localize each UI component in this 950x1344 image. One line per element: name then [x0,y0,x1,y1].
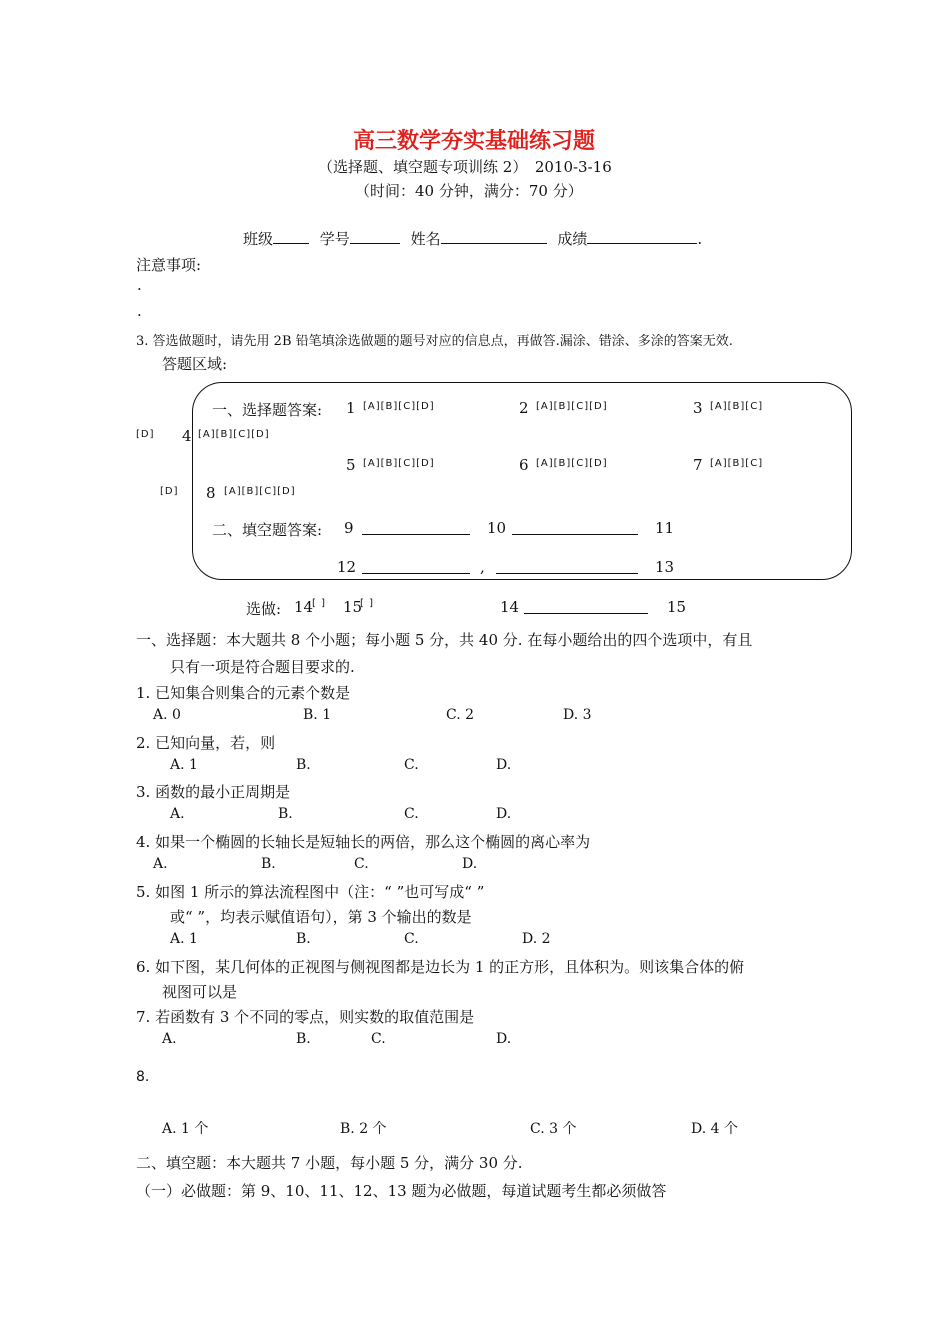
note-item-3: 3. 答选做题时，请先用 2B 铅笔填涂选做题的题号对应的信息点，再做答.漏涂、错涂、多涂的答案无效. [136,334,733,349]
q6-stem: 6. 如下图，某几何体的正视图与侧视图都是边长为 1 的正方形，且体积为。则该集合体的俯 [136,958,745,976]
elective-14-number: 14 [294,598,314,616]
page-title: 高三数学夯实基础练习题 [353,128,596,154]
q1-option-a[interactable]: A. 0 [153,707,181,723]
q10-answer-field[interactable] [512,520,638,535]
notes-label: 注意事项: [136,256,202,274]
q4-option-c[interactable]: C. [354,856,369,872]
q7-option-d[interactable]: [D] [160,486,179,497]
q5-options[interactable]: [A][B][C][D] [363,458,435,469]
q12-comma: , [480,558,485,576]
name-label: 姓名 [410,230,441,248]
q2-option-b[interactable]: B. [296,757,311,773]
elective-15-box[interactable]: [ ] [360,598,374,609]
end-mark: . [697,230,703,248]
q3-number: 3 [693,399,703,417]
q10-number: 10 [487,519,507,537]
score-field[interactable] [587,229,697,244]
q12-answer-field[interactable] [362,559,470,574]
q3-option-b[interactable]: B. [278,806,293,822]
q7-options-abc[interactable]: [A][B][C] [710,458,764,469]
q5-option-b[interactable]: B. [296,931,311,947]
q3-option-d[interactable]: [D] [136,429,155,440]
q8-number: 8 [206,484,216,502]
q4-options[interactable]: [A][B][C][D] [198,429,270,440]
choice-answer-label: 一、选择题答案: [212,401,323,419]
q7-stem: 7. 若函数有 3 个不同的零点，则实数的取值范围是 [136,1008,475,1026]
elective-answer-14-number: 14 [500,598,520,616]
q1-number: 1 [346,399,356,417]
answer-area-label: 答题区域: [162,355,228,373]
q2-options[interactable]: [A][B][C][D] [536,401,608,412]
q9-number: 9 [344,519,354,537]
subtitle: （选择题、填空题专项训练 2） 2010-3-16 [318,158,612,176]
q5-stem: 5. 如图 1 所示的算法流程图中（注：“ ”也可写成“ ” [136,883,485,901]
q5-number: 5 [346,456,356,474]
time-info: （时间：40 分钟，满分：70 分） [355,182,583,200]
name-field[interactable] [441,229,547,244]
q7-option-b[interactable]: B. [296,1031,311,1047]
score-label: 成绩 [557,230,588,248]
q4-stem: 4. 如果一个椭圆的长轴长是短轴长的两倍，那么这个椭圆的离心率为 [136,833,591,851]
elective-label: 选做: [246,600,282,618]
q1-stem: 1. 已知集合则集合的元素个数是 [136,684,351,702]
q7-option-d[interactable]: D. [496,1031,512,1047]
q5-option-a[interactable]: A. 1 [170,931,198,947]
q8-option-b[interactable]: B. 2 个 [340,1121,387,1137]
q11-number: 11 [655,519,675,537]
fill-answer-label: 二、填空题答案: [212,521,323,539]
q6-options[interactable]: [A][B][C][D] [536,458,608,469]
q5-option-d[interactable]: D. 2 [522,931,551,947]
q1-options[interactable]: [A][B][C][D] [363,401,435,412]
q13-number: 13 [655,558,675,576]
elective-15-number: 15 [343,598,363,616]
q2-stem: 2. 已知向量，若，则 [136,734,276,752]
q2-number: 2 [519,399,529,417]
q8-option-c[interactable]: C. 3 个 [530,1121,577,1137]
section1-heading-cont: 只有一项是符合题目要求的. [170,658,355,676]
note-item-1: . [137,276,142,294]
elective-answer-15-number: 15 [667,598,687,616]
q8-option-d[interactable]: D. 4 个 [691,1121,738,1137]
q6-number: 6 [519,456,529,474]
elective-answer-field[interactable] [524,599,648,614]
q3-options-abc[interactable]: [A][B][C] [710,401,764,412]
q2-option-c[interactable]: C. [404,757,419,773]
q12-answer-field-2[interactable] [496,559,638,574]
q4-number: 4 [182,427,192,445]
q2-option-a[interactable]: A. 1 [170,757,198,773]
q4-option-d[interactable]: D. [462,856,478,872]
q3-option-a[interactable]: A. [170,806,185,822]
q3-option-d[interactable]: D. [496,806,512,822]
section2-heading: 二、填空题：本大题共 7 小题，每小题 5 分，满分 30 分. [136,1154,523,1172]
q7-number: 7 [693,456,703,474]
q2-option-d[interactable]: D. [496,757,512,773]
q4-option-b[interactable]: B. [261,856,276,872]
q1-option-d[interactable]: D. 3 [563,707,592,723]
q9-answer-field[interactable] [362,520,470,535]
q3-option-c[interactable]: C. [404,806,419,822]
class-label: 班级 [243,230,274,248]
class-field[interactable] [273,229,309,244]
q5-option-c[interactable]: C. [404,931,419,947]
student-info-line [243,228,702,249]
q1-option-c[interactable]: C. 2 [446,707,475,723]
q3-stem: 3. 函数的最小正周期是 [136,783,291,801]
elective-14-box[interactable]: [ ] [312,598,326,609]
q8-option-a[interactable]: A. 1 个 [162,1121,209,1137]
q8-stem: 8. [136,1069,150,1085]
q12-number: 12 [337,558,357,576]
q7-option-a[interactable]: A. [162,1031,177,1047]
student-id-field[interactable] [350,229,400,244]
q8-options[interactable]: [A][B][C][D] [224,486,296,497]
q7-option-c[interactable]: C. [371,1031,386,1047]
q5-stem-cont: 或“ ”，均表示赋值语句），第 3 个输出的数是 [170,908,472,926]
q6-stem-cont: 视图可以是 [162,983,238,1001]
q1-option-b[interactable]: B. 1 [303,707,332,723]
note-item-2: . [137,302,142,320]
section2-subheading: （一）必做题：第 9、10、11、12、13 题为必做题，每道试题考生都必须做答 [136,1182,667,1200]
section1-heading: 一、选择题：本大题共 8 个小题；每小题 5 分，共 40 分. 在每小题给出的四个选项中，有且 [136,631,753,649]
student-id-label: 学号 [319,230,350,248]
q4-option-a[interactable]: A. [153,856,168,872]
